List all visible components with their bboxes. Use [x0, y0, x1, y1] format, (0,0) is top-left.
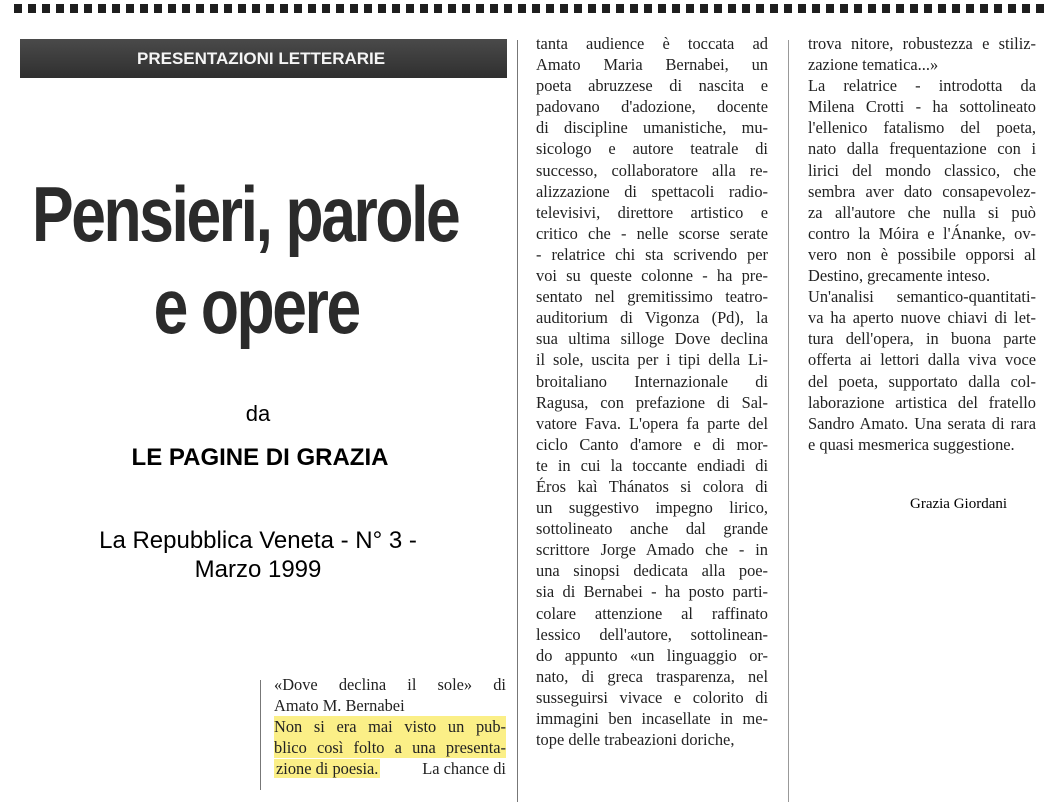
source-publication: [8, 526, 508, 584]
article-line: sua ultima silloge Dove declina: [536, 329, 768, 349]
headline-line-2: e opere: [153, 262, 359, 350]
publication-line-2: Marzo 1999: [194, 556, 322, 583]
article-line: il sole, uscita per i tipi della Li-: [536, 350, 768, 370]
article-line: auditorium di Vigonza (Pd), la: [536, 308, 768, 328]
article-line: va ha aperto nuove chiavi di let-: [808, 308, 1036, 328]
article-line: tura dell'opera, in buona parte: [808, 329, 1036, 349]
top-dotted-border: [14, 4, 1044, 13]
article-line: te in cui la toccante endiadi di: [536, 455, 768, 475]
excerpt-column: [274, 674, 506, 779]
article-line: una sinopsi dedicata alla poe-: [536, 561, 768, 581]
section-label-bar: [20, 39, 507, 78]
article-line: za all'autore che nulla si può: [808, 202, 1036, 222]
article-line: Amato Maria Bernabei, un: [536, 55, 768, 75]
article-line: Sandro Amato. Una serata di rara: [808, 413, 1036, 433]
article-line: scrittore Jorge Amado che - in: [536, 540, 768, 560]
article-headline: [32, 168, 459, 352]
article-line: sembra aver dato consapevolez-: [808, 181, 1036, 201]
headline-line-1: Pensieri, parole: [32, 170, 459, 258]
article-line: tope delle trabeazioni doriche,: [536, 730, 735, 750]
article-line: di discipline umanistiche, mu-: [536, 118, 768, 138]
article-line: tanta audience è toccata ad: [536, 34, 768, 53]
article-line: lessico dell'autore, sottolinean-: [536, 624, 768, 644]
author-signature: Grazia Giordani: [910, 496, 1008, 512]
article-line: critico che - nelle scorse serate: [536, 223, 768, 243]
article-line: vatore Fava. L'opera fa parte del: [536, 413, 768, 433]
article-line: televisivi, direttore artistico e: [536, 202, 768, 222]
article-line: laborazione artistica del fratello: [808, 392, 1036, 412]
article-line: contro la Móira e l'Ánanke, ov-: [808, 223, 1036, 243]
article-line: susseguirsi vivace e colorito di: [536, 687, 768, 707]
article-line: Destino, grecamente inteso.: [808, 266, 991, 286]
excerpt-line-highlighted: zione di poesia.: [276, 759, 379, 779]
excerpt-line-highlighted: blico così folto a una presenta-: [274, 738, 506, 758]
publication-line-1: La Repubblica Veneta - N° 3 -: [99, 527, 417, 554]
article-line: ciclo Canto d'amore e di mor-: [536, 434, 768, 454]
article-column-1: [536, 33, 768, 750]
article-line: sicologo e autore teatrale di: [536, 139, 768, 159]
article-line: zazione tematica...»: [808, 55, 939, 75]
article-line: colare attenzione al raffinato: [536, 603, 768, 623]
article-line: do appunto «un linguaggio or-: [536, 645, 768, 665]
excerpt-line: Amato M. Bernabei: [274, 696, 405, 716]
article-line: alizzazione di spettacoli radio-: [536, 181, 768, 201]
article-line: broitaliano Internazionale di: [536, 371, 768, 391]
excerpt-tail: La chance di: [422, 759, 506, 779]
article-line: un suggestivo impegno lirico,: [536, 498, 768, 518]
article-line: Milena Crotti - ha sottolineato: [808, 97, 1036, 117]
article-line: successo, collaboratore alla re-: [536, 160, 768, 180]
excerpt-rule: [260, 680, 261, 790]
article-column-2: [808, 33, 1036, 455]
article-line: voi su queste colonne - ha pre-: [536, 266, 768, 286]
article-line: Éros kaì Thánatos si colora di: [536, 476, 768, 496]
article-line: e quasi mesmerica suggestione.: [808, 434, 1015, 454]
article-line: Un'analisi semantico-quantitati-: [808, 287, 1036, 307]
article-line: offerta ai lettori dalla viva voce: [808, 350, 1036, 370]
article-line: nato dalla frequentazione con i: [808, 139, 1036, 159]
article-line: immagini ben incasellate in me-: [536, 709, 768, 728]
article-line: La relatrice - introdotta da: [808, 76, 1036, 96]
article-line: poeta abruzzese di nascita e: [536, 76, 768, 96]
article-line: vero non è possibile opporsi al: [808, 244, 1036, 264]
column-rule-right: [788, 40, 789, 802]
column-rule-left: [517, 40, 518, 802]
excerpt-line-highlighted: Non si era mai visto un pub-: [274, 717, 506, 737]
article-line: nato, di greca trasparenza, nel: [536, 666, 768, 686]
article-line: padovano d'adozione, docente: [536, 97, 768, 117]
article-line: del poeta, supportato dalla col-: [808, 371, 1036, 391]
article-line: Ragusa, con prefazione di Sal-: [536, 392, 768, 412]
article-line: sentato nel gremitissimo teatro-: [536, 287, 768, 307]
article-line: sia di Bernabei - ha posto parti-: [536, 582, 768, 602]
article-line: l'ellenico fatalismo del poeta,: [808, 118, 1036, 138]
excerpt-line: «Dove declina il sole» di: [274, 675, 506, 694]
article-line: sottolineato anche dal grande: [536, 519, 768, 539]
section-label: PRESENTAZIONI LETTERARIE: [137, 49, 386, 68]
article-line: - relatrice chi sta scrivendo per: [536, 244, 768, 264]
article-line: lirici del mondo classico, che: [808, 160, 1036, 180]
source-da: da: [245, 401, 271, 426]
source-title: LE PAGINE DI GRAZIA: [131, 444, 389, 471]
article-line: trova nitore, robustezza e stiliz-: [808, 34, 1036, 53]
